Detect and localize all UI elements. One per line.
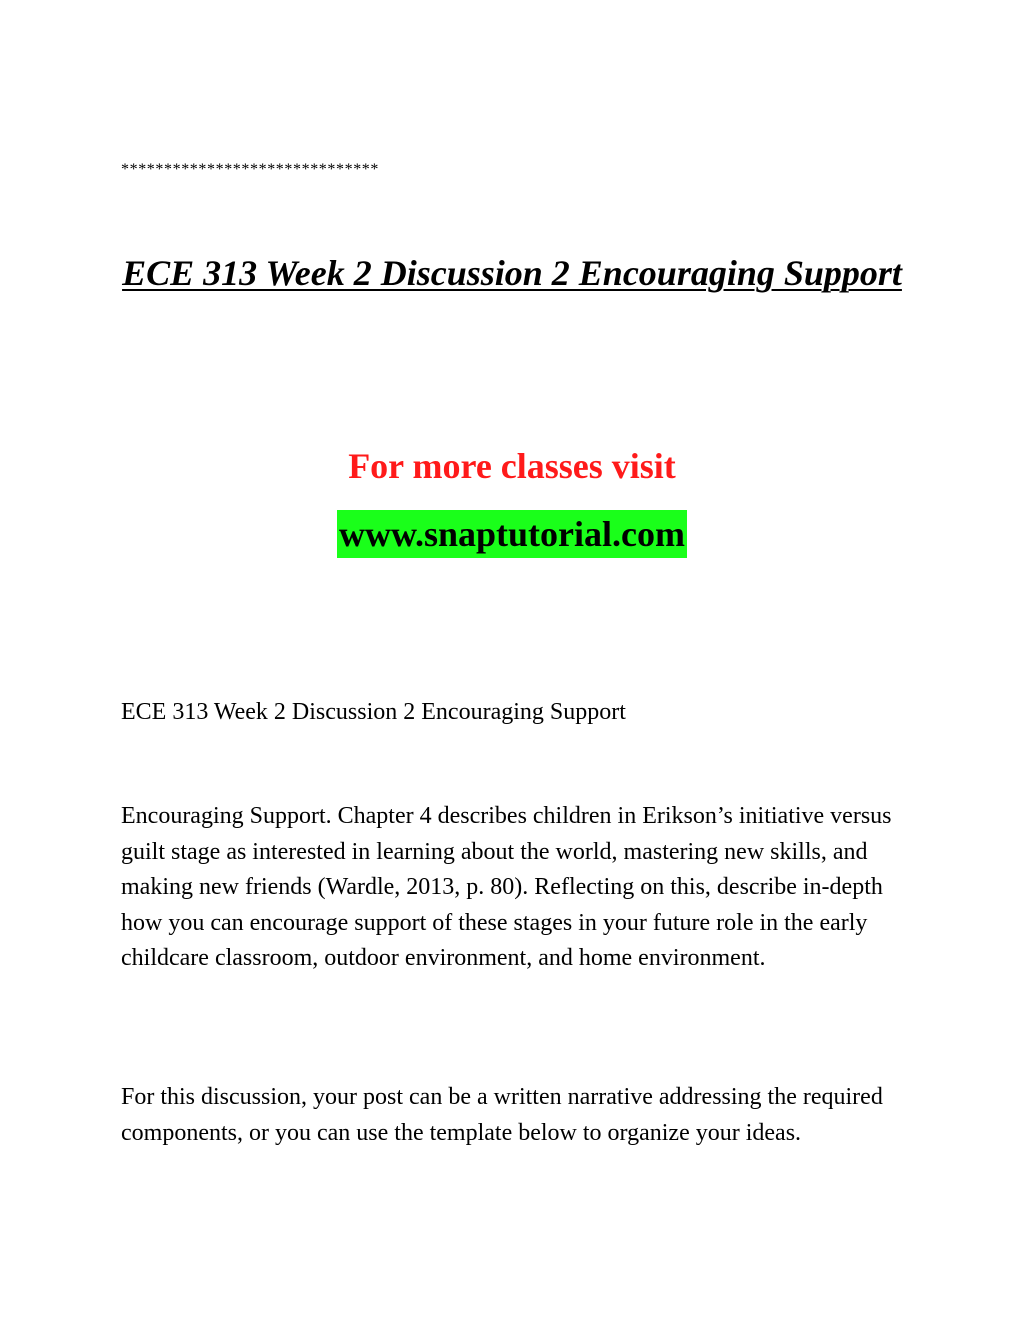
body-heading: ECE 313 Week 2 Discussion 2 Encouraging Support xyxy=(121,699,626,725)
paragraph-description: Encouraging Support. Chapter 4 describes children in Erikson’s initiative versus guilt stage as interested in learning about the world, mastering new skills, and making new friends (Wardle, 2013, p. 80). Reflecting on this, describe in-depth how you can encourage support of these stages in your future role in the early childcare classroom, outdoor environment, and home environment. xyxy=(121,803,892,971)
document-title-text: ECE 313 Week 2 Discussion 2 Encouraging Support xyxy=(122,253,902,293)
promo-text: For more classes visit xyxy=(348,446,676,486)
document-title xyxy=(100,248,924,298)
paragraph-instructions: For this discussion, your post can be a written narrative addressing the required components, or you can use the template below to organize your ideas. xyxy=(121,1084,883,1146)
promo-link-container xyxy=(0,510,1024,558)
promo-link[interactable]: www.snaptutorial.com xyxy=(337,510,687,558)
separator-asterisks: ****************************** xyxy=(121,161,379,178)
